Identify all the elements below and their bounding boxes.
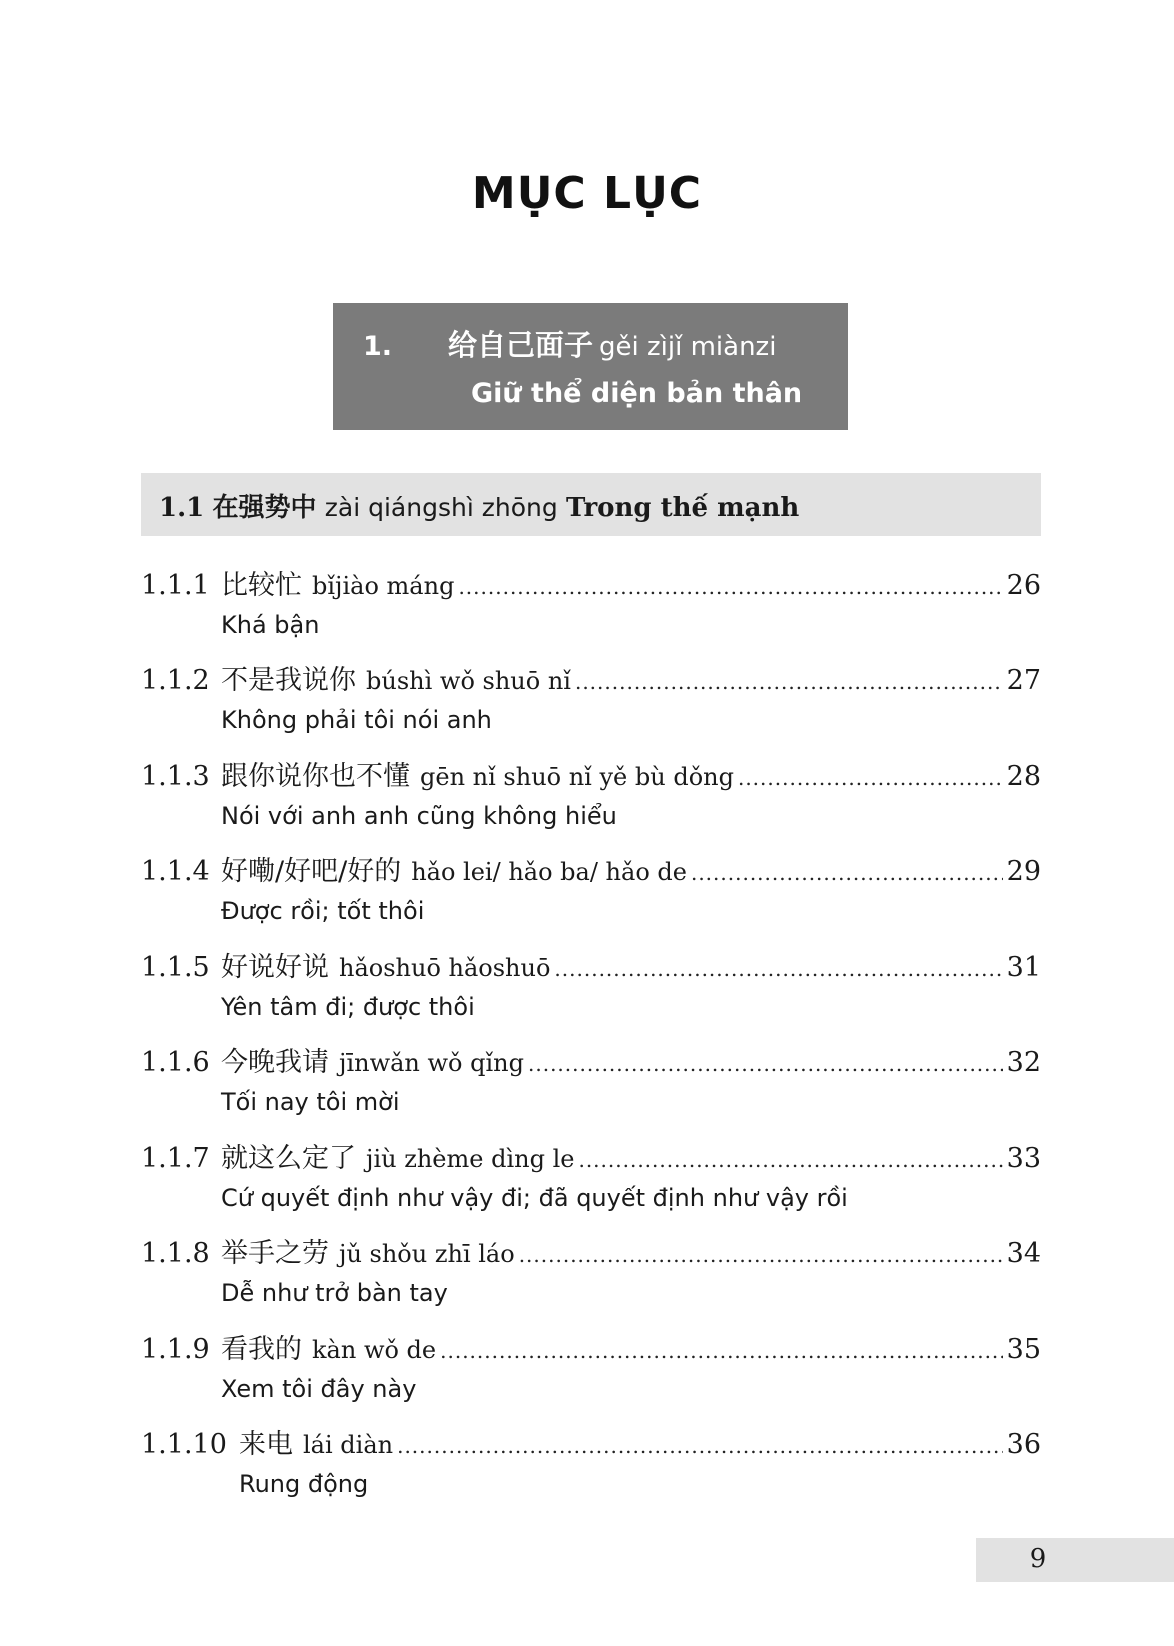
toc-entry-line: [141, 563, 1041, 599]
toc-entry[interactable]: [141, 1422, 1041, 1514]
toc-entry-vietnamese: Yên tâm đi; được thôi: [221, 993, 475, 1021]
toc-entry-pinyin: kàn wǒ de: [312, 1336, 437, 1364]
toc-entry[interactable]: [141, 1327, 1041, 1419]
toc-entry-pinyin: jiù zhème dìng le: [366, 1145, 575, 1173]
toc-entry[interactable]: [141, 658, 1041, 750]
toc-entry-line: [141, 1040, 1041, 1076]
toc-entry-number: 1.1.2: [141, 665, 210, 696]
section-title-pinyin: zài qiángshì zhōng: [324, 493, 558, 522]
section-heading: [159, 487, 799, 524]
toc-entry-vietnamese: Tối nay tôi mời: [221, 1088, 400, 1116]
chapter-title-chinese: 给自己面子: [448, 328, 594, 362]
toc-entry[interactable]: [141, 1231, 1041, 1323]
toc-entry-page: 33: [1006, 1143, 1041, 1174]
toc-entry-page: 31: [1006, 952, 1041, 983]
toc-entry-chinese: 举手之劳: [221, 1238, 329, 1269]
toc-entry-page: 35: [1006, 1334, 1041, 1365]
toc-entry-number: 1.1.6: [141, 1047, 210, 1078]
toc-entry-vietnamese: Nói với anh anh cũng không hiểu: [221, 802, 617, 830]
toc-entry-line: [141, 1422, 1041, 1458]
toc-entry-number: 1.1.9: [141, 1334, 210, 1365]
toc-entry-page: 34: [1006, 1238, 1041, 1269]
toc-entry-pinyin: bǐjiào máng: [312, 572, 455, 600]
toc-entry[interactable]: [141, 754, 1041, 846]
toc-entry-line: [141, 658, 1041, 694]
toc-entry-chinese: 好说好说: [221, 952, 329, 983]
chapter-number: 1.: [363, 331, 393, 362]
dot-leader: [554, 957, 1002, 981]
toc-entry-number: 1.1.8: [141, 1238, 210, 1269]
toc-entry-pinyin: lái diàn: [303, 1431, 394, 1459]
section-number: 1.1: [159, 493, 205, 523]
toc-entry-pinyin: jǔ shǒu zhī láo: [339, 1240, 515, 1268]
page-number-box: [976, 1538, 1174, 1582]
toc-entry-number: 1.1.10: [141, 1429, 227, 1460]
toc-entry-pinyin: jīnwǎn wǒ qǐng: [339, 1049, 524, 1077]
toc-entry-chinese: 今晚我请: [221, 1047, 329, 1078]
toc-entry-vietnamese: Rung động: [239, 1470, 369, 1498]
toc-entry-page: 32: [1006, 1047, 1041, 1078]
toc-entry-vietnamese: Không phải tôi nói anh: [221, 706, 492, 734]
toc-entry-vietnamese: Được rồi; tốt thôi: [221, 897, 425, 925]
toc-entry-chinese: 比较忙: [221, 570, 302, 601]
dot-leader: [578, 1148, 1002, 1172]
dot-leader: [440, 1339, 1003, 1363]
toc-entry-chinese: 看我的: [221, 1334, 302, 1365]
page-title: MỤC LỤC: [471, 168, 703, 219]
page-number: 9: [1029, 1544, 1047, 1574]
toc-entry-chinese: 不是我说你: [221, 665, 356, 696]
section-title-vietnamese: Trong thế mạnh: [565, 493, 800, 523]
toc-entry-number: 1.1.3: [141, 761, 210, 792]
toc-entry-vietnamese: Cứ quyết định như vậy đi; đã quyết định như vậy rồi: [221, 1184, 848, 1212]
toc-entry-page: 29: [1006, 856, 1041, 887]
toc-entry-pinyin: gēn nǐ shuō nǐ yě bù dǒng: [420, 763, 734, 791]
dot-leader: [458, 575, 1002, 599]
dot-leader: [397, 1434, 1003, 1458]
toc-entry[interactable]: [141, 849, 1041, 941]
toc-entry-page: 26: [1006, 570, 1041, 601]
toc-entry-pinyin: hǎoshuō hǎoshuō: [339, 954, 551, 982]
toc-entry-number: 1.1.1: [141, 570, 210, 601]
toc-entry-line: [141, 1136, 1041, 1172]
toc-entry-vietnamese: Khá bận: [221, 611, 320, 639]
toc-entry-page: 36: [1006, 1429, 1041, 1460]
toc-entry-number: 1.1.5: [141, 952, 210, 983]
toc-entry[interactable]: [141, 1136, 1041, 1228]
toc-entry-page: 28: [1006, 761, 1041, 792]
toc-entry-line: [141, 754, 1041, 790]
toc-entry-vietnamese: Xem tôi đây này: [221, 1375, 417, 1403]
toc-entry-line: [141, 1231, 1041, 1267]
dot-leader: [519, 1243, 1003, 1267]
toc-entry[interactable]: [141, 563, 1041, 655]
toc-entry-vietnamese: Dễ như trở bàn tay: [221, 1279, 448, 1307]
toc-entry-chinese: 好嘞/好吧/好的: [221, 856, 402, 887]
section-heading-bar: [141, 473, 1041, 536]
toc-entry-pinyin: búshì wǒ shuō nǐ: [366, 667, 571, 695]
chapter-heading-line: [363, 323, 776, 364]
toc-entry[interactable]: [141, 1040, 1041, 1132]
toc-entry-chinese: 来电: [239, 1429, 293, 1460]
toc-entry-number: 1.1.7: [141, 1143, 210, 1174]
section-title-chinese: 在强势中: [212, 493, 317, 523]
chapter-heading-box: [333, 303, 848, 430]
toc-entry-chinese: 就这么定了: [221, 1143, 356, 1174]
chapter-title-pinyin: gěi zìjǐ miànzi: [599, 332, 777, 362]
dot-leader: [575, 670, 1003, 694]
toc-entry-pinyin: hǎo lei/ hǎo ba/ hǎo de: [411, 858, 687, 886]
toc-entry-page: 27: [1006, 665, 1041, 696]
chapter-title-vietnamese: Giữ thể diện bản thân: [471, 378, 803, 409]
toc-entry-chinese: 跟你说你也不懂: [221, 761, 410, 792]
dot-leader: [528, 1052, 1003, 1076]
toc-entry-line: [141, 849, 1041, 885]
toc-entry[interactable]: [141, 945, 1041, 1037]
toc-entry-line: [141, 1327, 1041, 1363]
toc-entry-line: [141, 945, 1041, 981]
dot-leader: [738, 766, 1003, 790]
dot-leader: [691, 861, 1003, 885]
toc-entry-number: 1.1.4: [141, 856, 210, 887]
